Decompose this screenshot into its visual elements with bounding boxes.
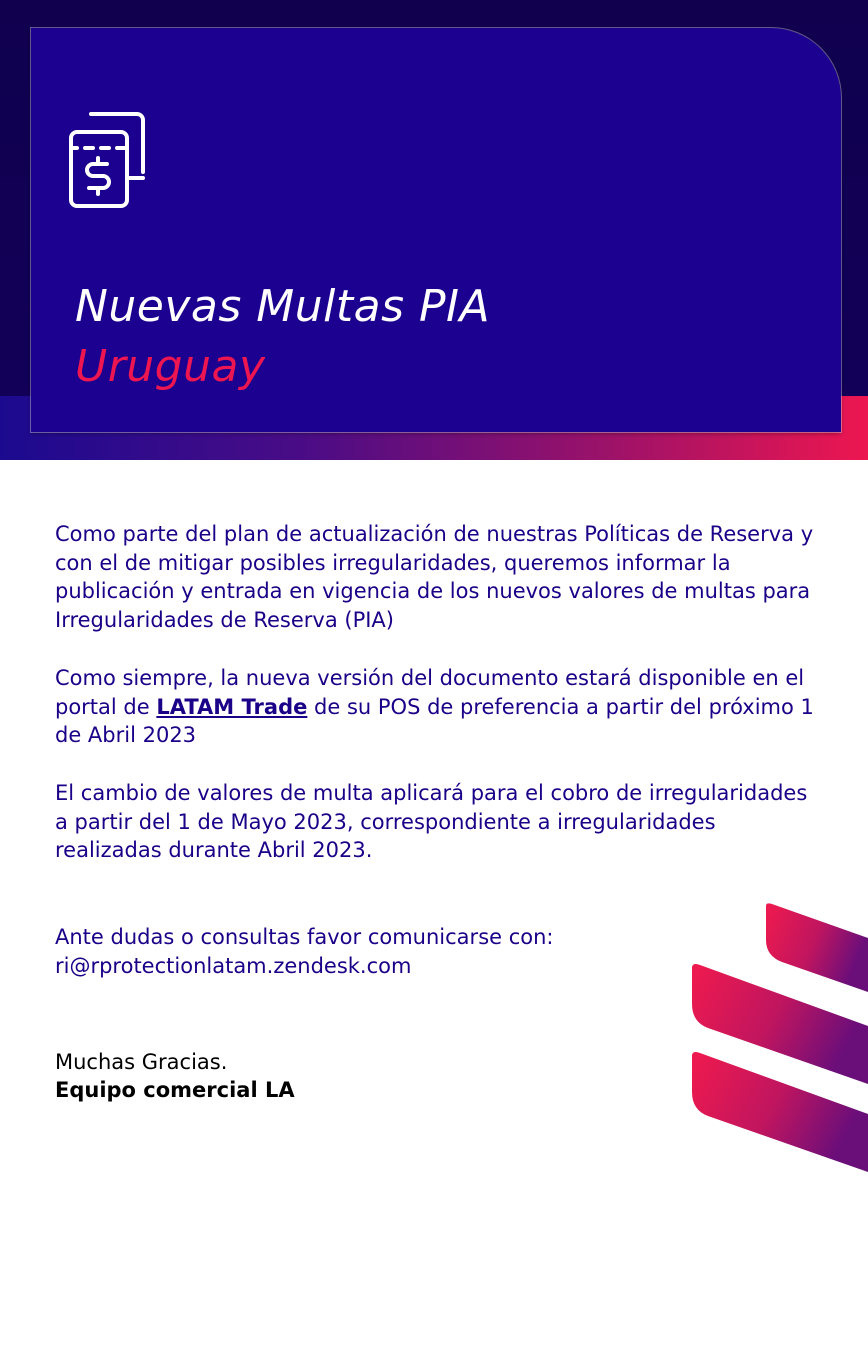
page-subtitle: Uruguay [75,341,266,392]
paragraph-availability-text-start: Como siempre, la nueva versión del documento estará disponible en el portal de [55,665,805,719]
signature: Equipo comercial LA [55,1078,295,1102]
contact-label: Ante dudas o consultas favor comunicarse con: [55,925,554,950]
paragraph-effective-date: El cambio de valores de multa aplicará para el cobro de irregularidades a partir del 1 de Mayo 2023, correspondiente a irregularidades realizadas durante Abril 2023. [55,780,808,863]
paragraph-intro: Como parte del plan de actualización de nuestras Políticas de Reserva y con el de mitigar posibles irregularidades, queremos informar la publicación y entrada en vigencia de los nuevos valores de multas para Irregularidades de Reserva (PIA) [55,522,814,633]
page-title: Nuevas Multas PIA [75,281,491,332]
contact-email-link[interactable]: ri@rprotectionlatam.zendesk.com [55,953,412,978]
brand-stripes-decoration [690,900,868,1180]
thanks-text: Muchas Gracias. [55,1050,228,1074]
dollar-document-icon [67,108,149,212]
header-card [31,28,841,432]
paragraph-availability [55,664,825,750]
closing [55,1048,295,1104]
latam-trade-link[interactable]: LATAM Trade [156,694,308,719]
paragraph-availability-text-end: de su POS de preferencia a partir del próximo 1 de Abril 2023 [55,694,814,748]
